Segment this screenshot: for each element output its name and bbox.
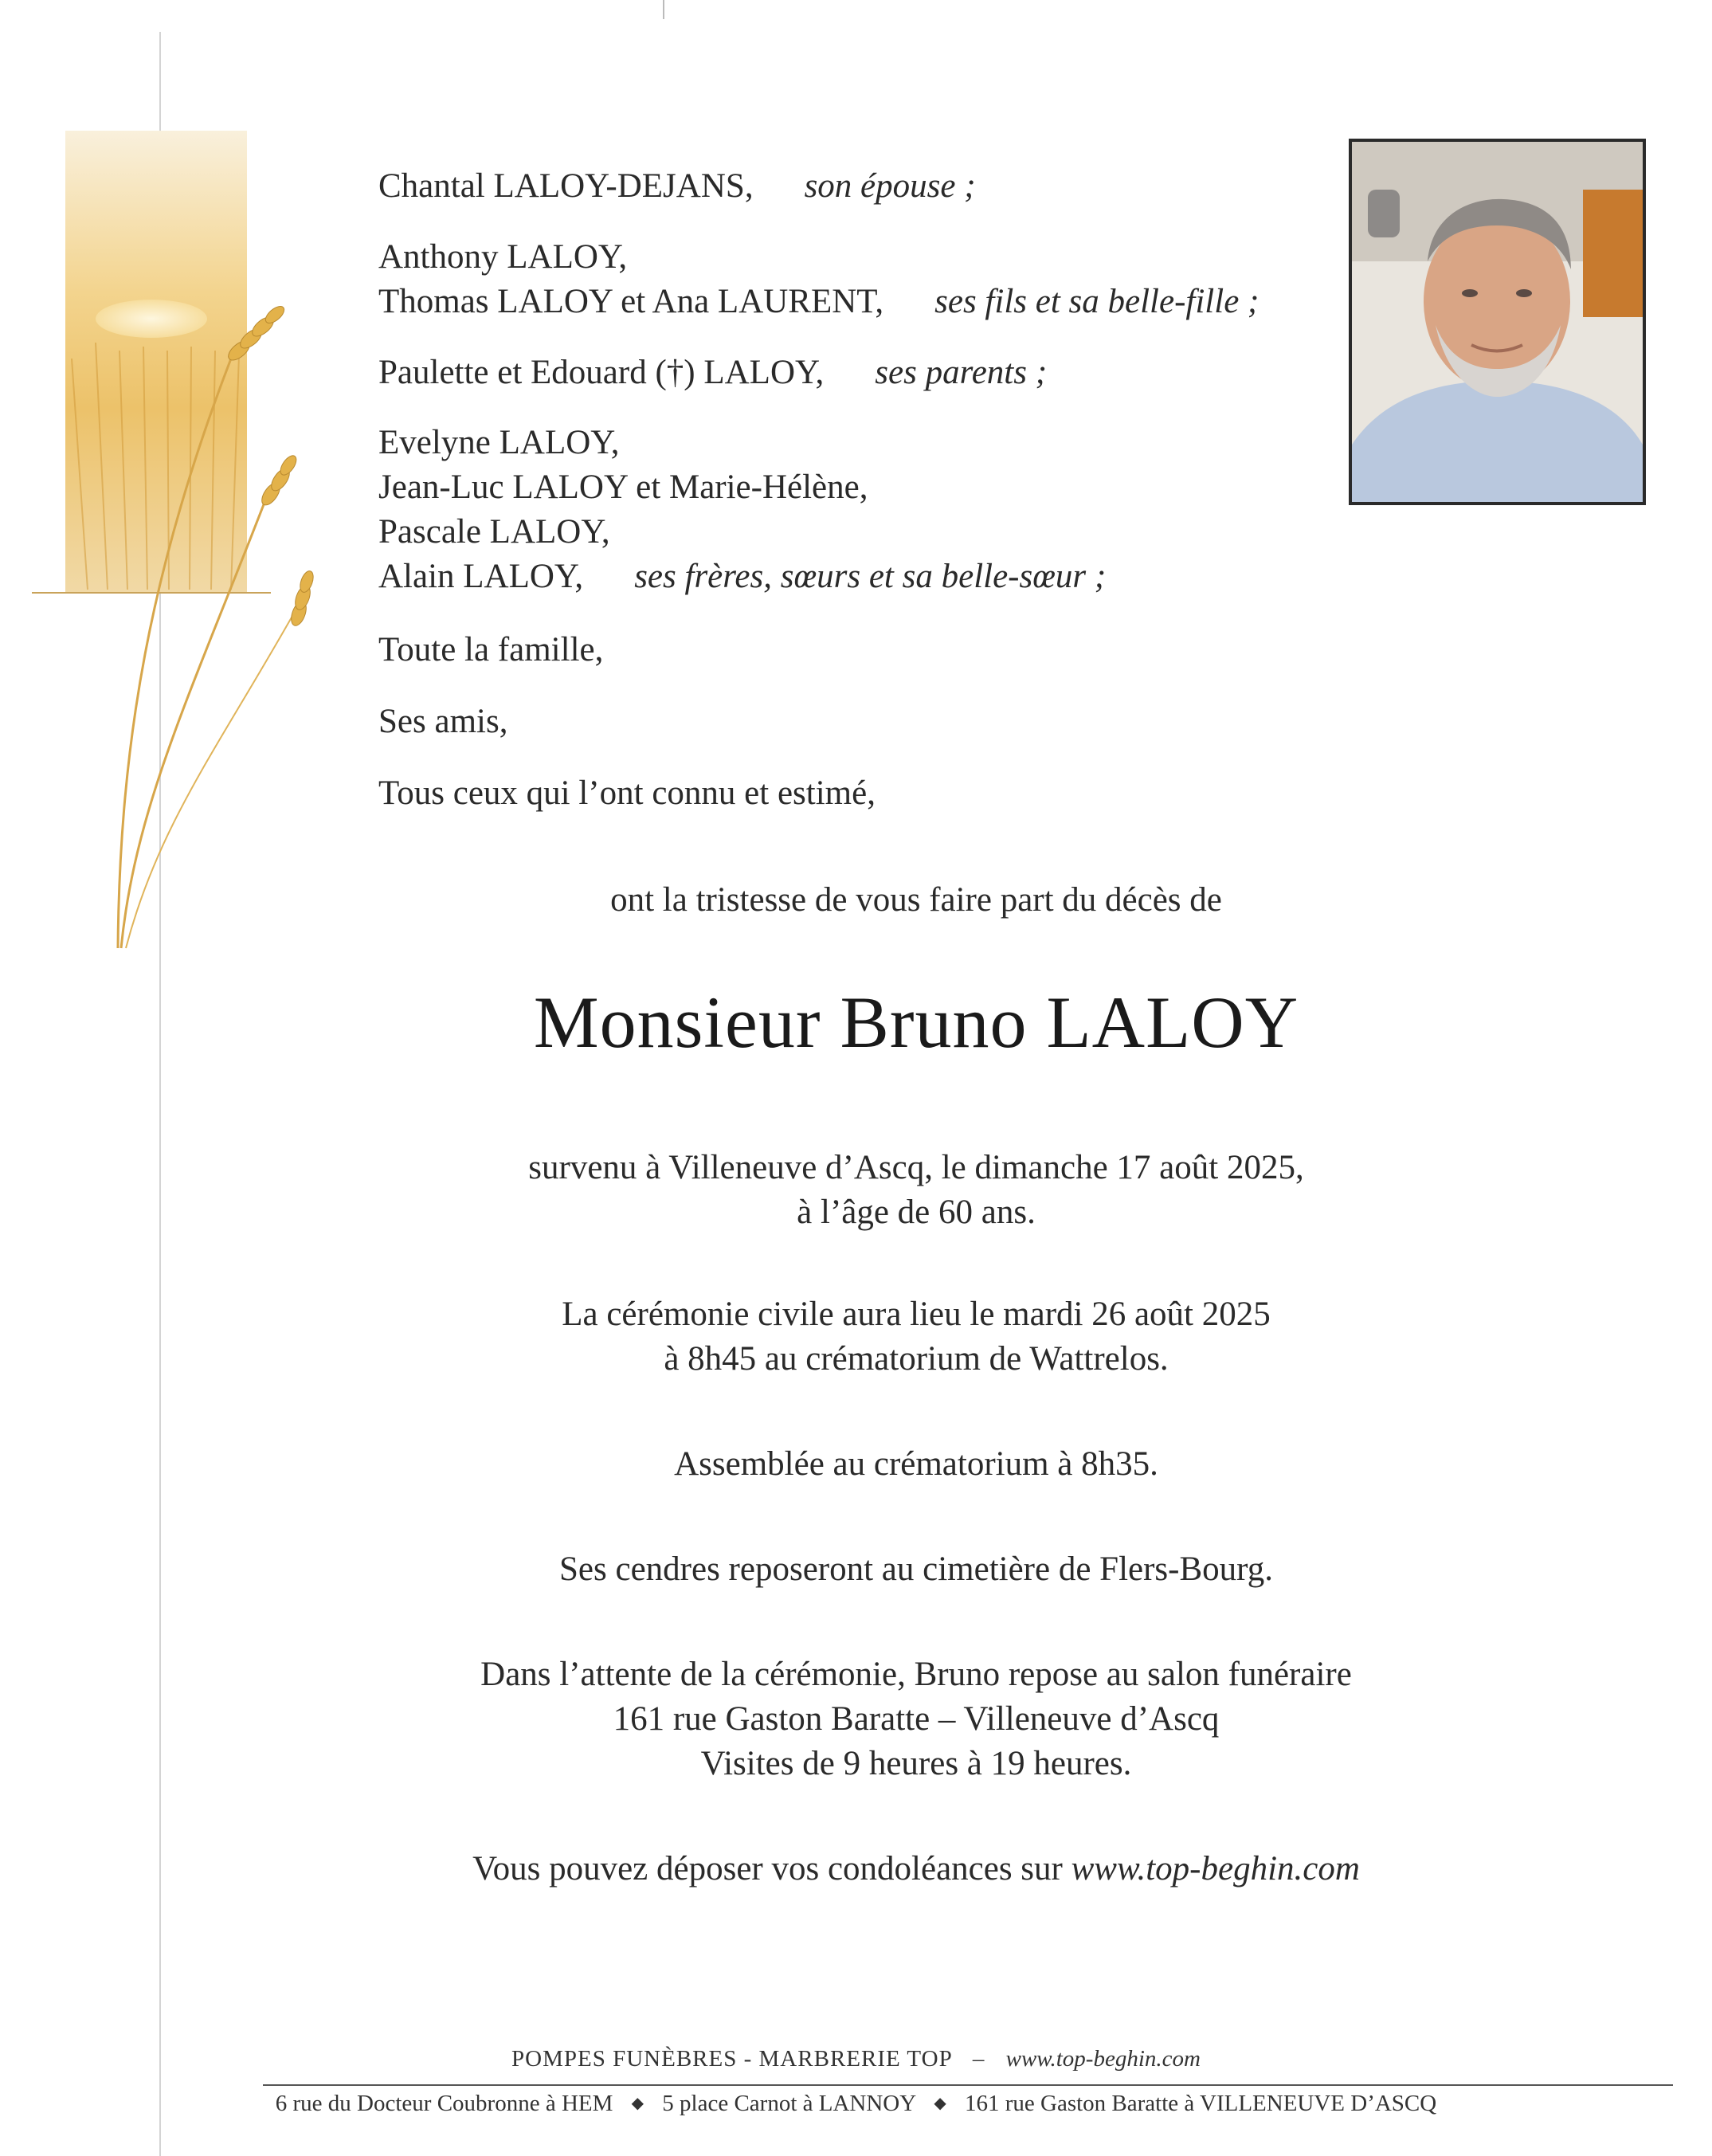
ashes-info: Ses cendres reposeront au cimetière de Flers-Bourg. <box>559 1550 1273 1588</box>
death-line-1: survenu à Villeneuve d’Ascq, le dimanche 17 août 2025, <box>528 1149 1304 1186</box>
ceremony-info <box>319 1292 1514 1382</box>
family-line: Ses amis, <box>378 703 508 740</box>
viewing-line-2: 161 rue Gaston Baratte – Villeneuve d’Ascq <box>613 1700 1220 1738</box>
family-group-sons <box>378 235 1259 324</box>
diamond-bullet-icon: ◆ <box>934 2095 946 2112</box>
deceased-name: Monsieur Bruno LALOY <box>533 982 1299 1063</box>
family-line: Thomas LALOY et Ana LAURENT, <box>378 283 884 320</box>
wheat-ear-3 <box>288 569 315 627</box>
family-role: ses frères, sœurs et sa belle-sœur ; <box>634 558 1107 595</box>
family-group-spouse <box>378 164 976 209</box>
announcement: ont la tristesse de vous faire part du décès de <box>610 881 1222 919</box>
footer-divider <box>263 2084 1673 2086</box>
footer-separator: – <box>972 2046 985 2072</box>
family-line: Anthony LALOY, <box>378 238 628 276</box>
condolences-text: Vous pouvez déposer vos condoléances sur <box>472 1850 1071 1887</box>
family-group-siblings <box>378 421 1106 599</box>
death-line-2: à l’âge de 60 ans. <box>797 1194 1036 1231</box>
footer-company: POMPES FUNÈBRES - MARBRERIE TOP <box>511 2046 952 2072</box>
family-line: Pascale LALOY, <box>378 513 610 551</box>
family-line: Paulette et Edouard (†) LALOY, <box>378 354 825 391</box>
assembly-info: Assemblée au crématorium à 8h35. <box>674 1445 1158 1483</box>
condolences-link[interactable]: www.top-beghin.com <box>1071 1850 1360 1887</box>
wheat-ear-2 <box>258 453 299 508</box>
viewing-line-3: Visites de 9 heures à 19 heures. <box>700 1745 1132 1782</box>
footer-address-villeneuve: 161 rue Gaston Baratte à VILLENEUVE D’ASCQ <box>965 2091 1437 2116</box>
footer-address-hem: 6 rue du Docteur Coubronne à HEM <box>275 2091 613 2116</box>
footer-addresses <box>0 2091 1712 2117</box>
wheat-field-panel <box>65 131 247 593</box>
family-line: Alain LALOY, <box>378 558 584 595</box>
footer-company-line <box>0 2046 1712 2072</box>
portrait-photo <box>1349 139 1646 505</box>
ceremony-line-1: La cérémonie civile aura lieu le mardi 26 août 2025 <box>562 1296 1271 1333</box>
condolences <box>319 1847 1514 1891</box>
wheat-stalk-3 <box>126 598 303 948</box>
family-role: ses fils et sa belle-fille ; <box>934 283 1260 320</box>
ceremony-line-2: à 8h45 au crématorium de Wattrelos. <box>664 1340 1169 1378</box>
viewing-info <box>319 1652 1514 1786</box>
family-role: son épouse ; <box>804 167 976 205</box>
footer-url[interactable]: www.top-beghin.com <box>1005 2046 1201 2072</box>
footer-address-lannoy: 5 place Carnot à LANNOY <box>662 2091 916 2116</box>
death-info <box>319 1146 1514 1235</box>
wheat-illustration <box>32 120 335 964</box>
family-line: Tous ceux qui l’ont connu et estimé, <box>378 774 876 812</box>
family-line: Evelyne LALOY, <box>378 424 620 461</box>
diamond-bullet-icon: ◆ <box>631 2095 644 2112</box>
family-group-parents <box>378 351 1047 395</box>
top-tick <box>663 0 664 19</box>
family-line: Chantal LALOY-DEJANS, <box>378 167 754 205</box>
family-role: ses parents ; <box>875 354 1048 391</box>
family-line: Jean-Luc LALOY et Marie-Hélène, <box>378 468 868 506</box>
viewing-line-1: Dans l’attente de la cérémonie, Bruno repose au salon funéraire <box>480 1656 1352 1693</box>
family-line: Toute la famille, <box>378 631 604 668</box>
